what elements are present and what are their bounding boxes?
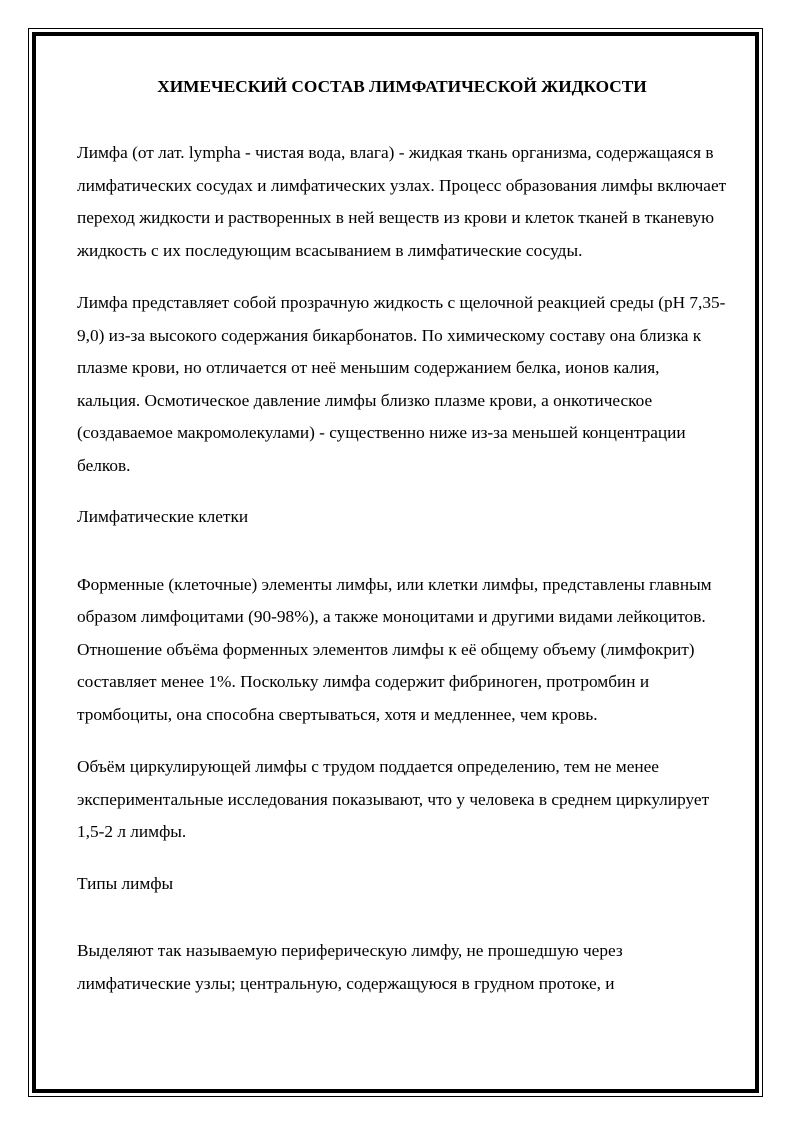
document-body	[77, 75, 727, 1000]
paragraph-volume: Объём циркулирующей лимфы с трудом поддается определению, тем не менее экспериментальные исследования показывают, что у человека в среднем циркулирует 1,5-2 л лимфы.	[77, 757, 710, 841]
paragraph-types: Выделяют так называемую периферическую лимфу, не прошедшую через лимфатические узлы; центральную, содержащуюся в грудном протоке, и	[77, 941, 623, 993]
paragraph-definition: Лимфа (от лат. lympha - чистая вода, влага) - жидкая ткань организма, содержащаяся в лимфатических сосудах и лимфатических узлах. Процесс образования лимфы включает переход жидкости и растворенных в ней веществ из крови и клеток тканей в тканевую жидкость с их последующим всасыванием в лимфатические сосуды.	[77, 143, 727, 260]
section-heading-types: Типы лимфы	[77, 873, 174, 893]
paragraph-composition: Лимфа представляет собой прозрачную жидкость с щелочной реакцией среды (pH 7,35-9,0) из-за высокого содержания бикарбонатов. По химическому составу она близка к плазме крови, но отличается от неё меньшим содержанием белка, ионов калия, кальция. Осмотическое давление лимфы близко плазме крови, а онкотическое (создаваемое макромолекулами) - существенно ниже из-за меньшей концентрации белков.	[77, 293, 726, 475]
document-title: ХИМЕЧЕСКИЙ СОСТАВ ЛИМФАТИЧЕСКОЙ ЖИДКОСТИ	[157, 77, 647, 96]
section-heading-cells: Лимфатические клетки	[77, 507, 249, 526]
paragraph-cells: Форменные (клеточные) элементы лимфы, или клетки лимфы, представлены главным образом лимфоцитами (90-98%), а также моноцитами и другими видами лейкоцитов. Отношение объёма форменных элементов лимфы к её общему объему (лимфокрит) составляет менее 1%. Поскольку лимфа содержит фибриноген, протромбин и тромбоциты, она способна свертываться, хотя и медленнее, чем кровь.	[77, 574, 712, 724]
